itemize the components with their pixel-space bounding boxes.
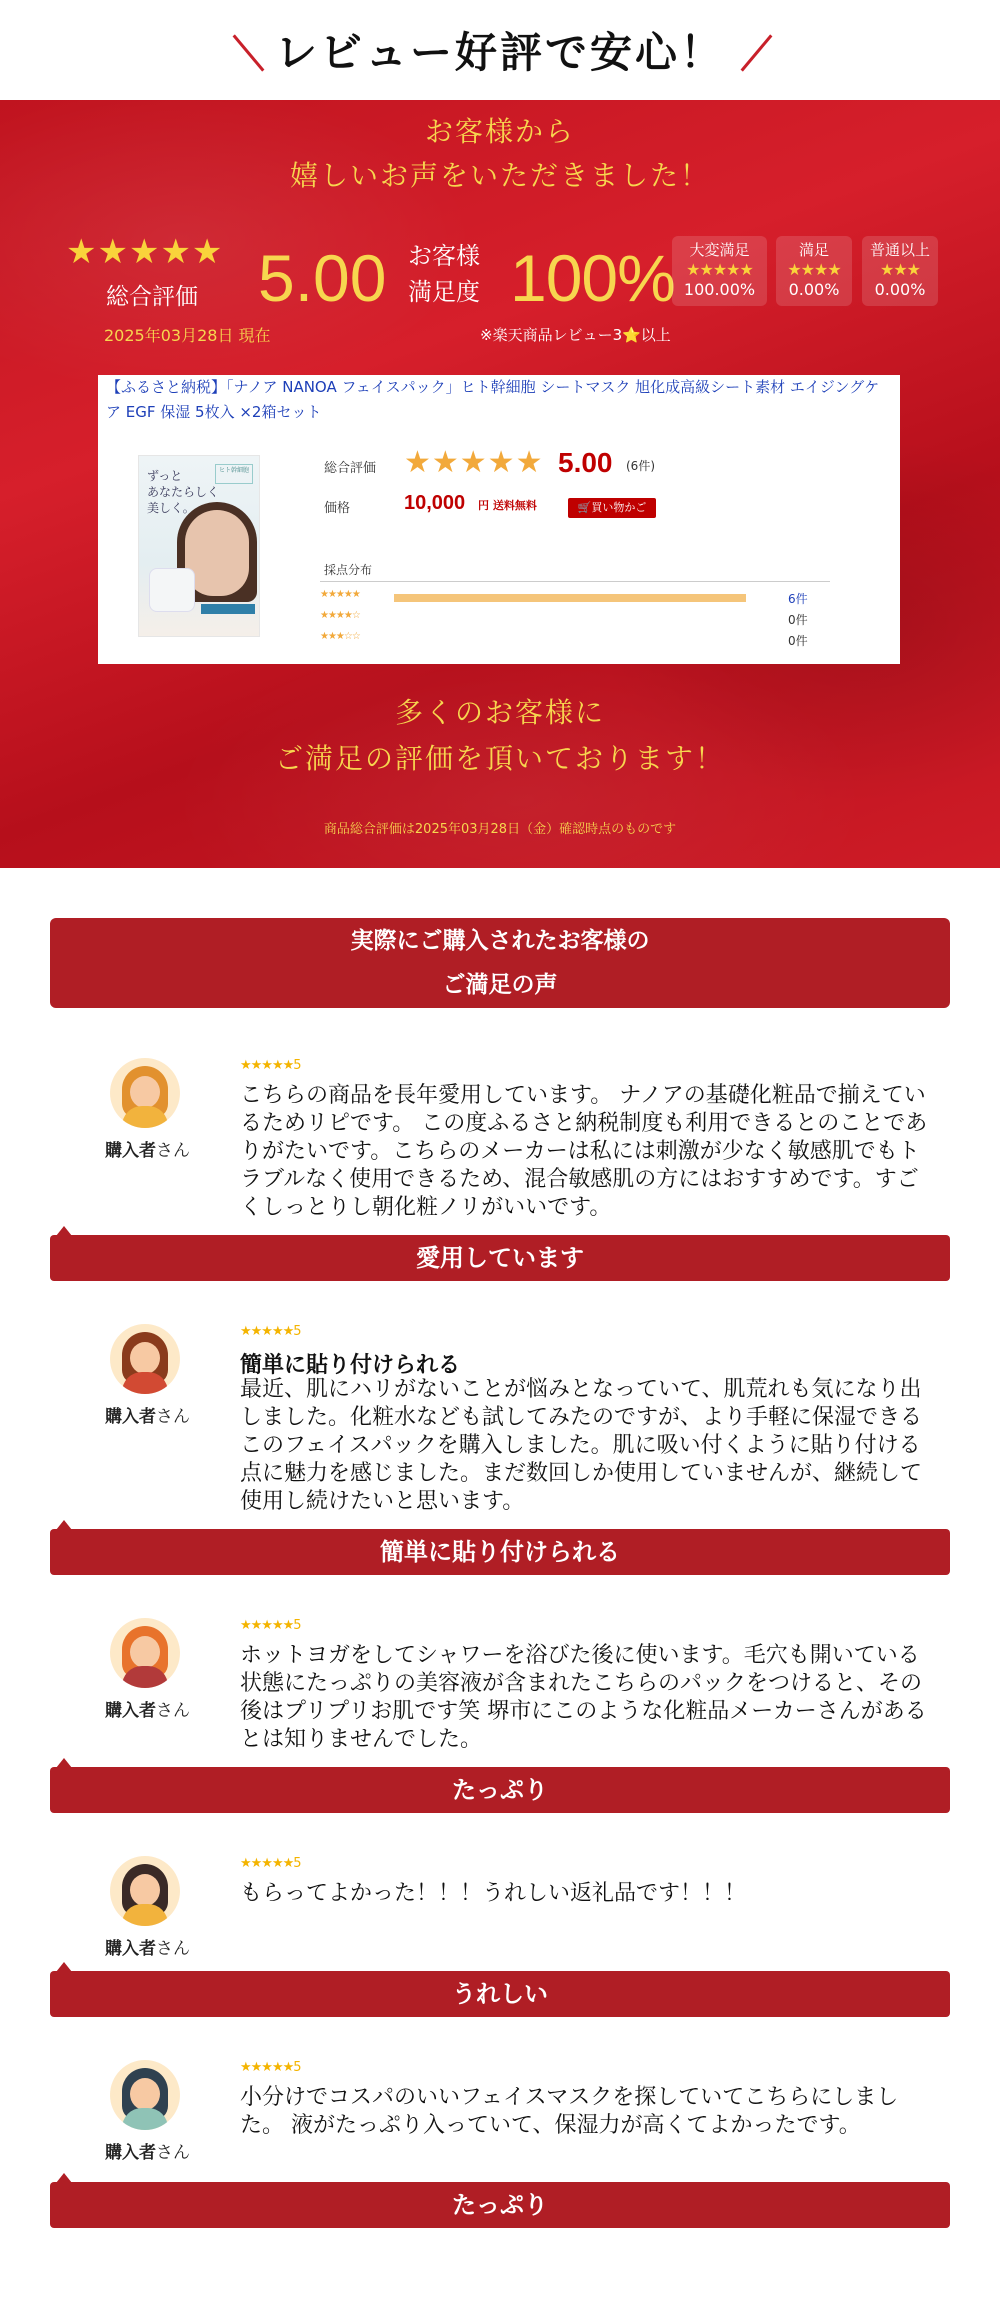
distribution-stars: ★★★☆☆ [320, 631, 360, 642]
distribution-label: 採点分布 [324, 563, 373, 577]
satisfaction-label-1: お客様 [408, 242, 480, 270]
breakdown-stars: ★★★★ [787, 260, 841, 279]
closing-line-1: 多くのお客様に [394, 696, 605, 729]
buyer-name: 購入者 [105, 1141, 156, 1161]
buyer-name: 購入者 [105, 2143, 156, 2163]
breakdown-satisfied [776, 236, 852, 306]
distribution-row-5 [320, 589, 840, 607]
breakdown-label: 大変満足 [689, 241, 750, 259]
distribution-count: 0件 [788, 634, 808, 648]
buyer-suffix: さん [156, 1701, 190, 1721]
reviewer-name [100, 1136, 195, 1161]
overall-score: 5.00 [258, 241, 387, 315]
card-price: 10,000 [404, 492, 466, 514]
review-title: 簡単に貼り付けられる [240, 1353, 461, 1378]
rating-panel [0, 100, 1000, 868]
product-card[interactable] [98, 375, 900, 664]
breakdown-value: 100.00% [683, 280, 756, 299]
review-text: ホットヨガをしてシャワーを浴びた後に使います。毛穴も開いている状態にたっぷりの美容液が含まれたこちらのパックをつけると、その後はプリプリお肌です笑 堺市にこのような化粧品メーカーさんがあるとは知りませんでした。 [240, 1643, 927, 1752]
reviewer-avatar-icon [110, 1618, 180, 1688]
package-band-shape [201, 604, 255, 614]
breakdown-above-average [862, 236, 938, 306]
review-stars: ★★★★★5 [240, 2060, 301, 2075]
review-banner: たっぷり [50, 1767, 950, 1813]
panel-closing [0, 690, 1000, 782]
distribution-row-3 [320, 631, 840, 649]
right-slash-decoration [741, 34, 773, 71]
distribution-count[interactable]: 6件 [788, 592, 808, 606]
buyer-name: 購入者 [105, 1407, 156, 1427]
card-score: 5.00 [558, 447, 613, 478]
card-review-count: (6件) [626, 459, 655, 473]
review-banner: 簡単に貼り付けられる [50, 1529, 950, 1575]
product-image-tag: ヒト幹細胞 [215, 464, 253, 484]
distribution-divider [320, 581, 830, 582]
card-rating-label: 総合評価 [324, 461, 377, 476]
avatar-face-shape [130, 2078, 160, 2110]
breakdown-label: 満足 [798, 241, 829, 259]
product-image-catchphrase: ずっと あなたらしく 美しく。 [147, 469, 220, 515]
buyer-suffix: さん [156, 1939, 190, 1959]
breakdown-stars: ★★★★★ [686, 260, 753, 279]
page-title: レビュー好評で安心！ [274, 28, 725, 77]
distribution-count: 0件 [788, 613, 808, 627]
headline-line-1: お客様から [424, 115, 575, 148]
buyer-name: 購入者 [105, 1939, 156, 1959]
breakdown-stars: ★★★ [879, 260, 921, 279]
card-price-suffix: 円 送料無料 [478, 499, 537, 512]
review-text: 最近、肌にハリがないことが悩みとなっていて、肌荒れも気になり出しました。化粧水なども試してみたのですが、より手軽に保湿できるこのフェイスパックを購入しました。肌に吸い付くように貼り付ける点に魅力を感じました。まだ数回しか使用していませんが、継続して使用し続けたいと思います。 [240, 1377, 923, 1514]
reviewer-name [100, 2138, 195, 2163]
reviewer-name [100, 1934, 195, 1959]
satisfaction-label-2: 満足度 [408, 278, 480, 306]
closing-line-2: ご満足の評価を頂いております！ [274, 742, 725, 775]
breakdown-value: 0.00% [788, 280, 840, 299]
review-stars: ★★★★★5 [240, 1856, 301, 1871]
avatar-face-shape [130, 1342, 160, 1374]
card-stars: ★★★★★ [404, 445, 544, 480]
panel-footnote: 商品総合評価は2025年03月28日（金）確認時点のものです [323, 822, 677, 837]
review-banner: 愛用しています [50, 1235, 950, 1281]
voices-header-line-1: 実際にご購入されたお客様の [350, 928, 650, 954]
review-stars: ★★★★★5 [240, 1618, 301, 1633]
buyer-suffix: さん [156, 1407, 190, 1427]
avatar-face-shape [130, 1636, 160, 1668]
breakdown-value: 0.00% [874, 280, 926, 299]
avatar-face-shape [130, 1076, 160, 1108]
headline-line-2: 嬉しいお声をいただきました！ [289, 159, 710, 192]
reviewer-avatar-icon [110, 1058, 180, 1128]
review-banner: うれしい [50, 1971, 950, 2017]
card-price-label: 価格 [324, 501, 351, 516]
panel-headline [0, 100, 1000, 198]
review-text: 小分けでコスパのいいフェイスマスクを探していてこちらにしました。 液がたっぷり入っていて、保湿力が高くてよかったです。 [240, 2085, 899, 2138]
buyer-suffix: さん [156, 1141, 190, 1161]
section-header [0, 0, 1000, 100]
reviewer-name [100, 1402, 195, 1427]
date-note: 2025年03月28日 現在 [104, 326, 271, 345]
product-title-link[interactable]: 【ふるさと納税】「ナノア NANOA フェイスパック」ヒト幹細胞 シートマスク 旭化成高級シート素材 エイジングケア EGF 保湿 5枚入 ×2箱セット [106, 378, 880, 421]
review-text: こちらの商品を長年愛用しています。 ナノアの基礎化粧品で揃えているためリピです。 この度ふるさと納税制度も利用できるとのことでありがたいです。こちらのメーカーは私には刺激が少なく敏感肌でもトラブルなく使用できるため、混合敏感肌の方にはおすすめです。すごくしっとりし朝化粧ノリがいいです。 [240, 1083, 928, 1220]
rakuten-note: ※楽天商品レビュー3⭐以上 [480, 326, 671, 344]
distribution-row-4 [320, 610, 840, 628]
avatar-face-shape [130, 1874, 160, 1906]
review-text: もらってよかった！！！うれしい返礼品です！！！ [240, 1881, 747, 1906]
reviewer-avatar-icon [110, 2060, 180, 2130]
distribution-stars: ★★★★☆ [320, 610, 360, 621]
satisfaction-label [408, 238, 480, 310]
buyer-suffix: さん [156, 2143, 190, 2163]
satisfaction-percent: 100% [510, 241, 675, 315]
distribution-stars: ★★★★★ [320, 589, 360, 600]
sheet-mask-shape [149, 568, 195, 612]
voices-header [50, 918, 950, 1008]
breakdown-label: 普通以上 [869, 241, 930, 259]
overall-stars: ★★★★★ [66, 232, 224, 272]
product-image[interactable] [138, 455, 260, 637]
ratings-summary [0, 232, 1000, 345]
reviewer-name [100, 1696, 195, 1721]
buyer-name: 購入者 [105, 1701, 156, 1721]
reviewer-avatar-icon [110, 1324, 180, 1394]
review-banner: たっぷり [50, 2182, 950, 2228]
reviewer-avatar-icon [110, 1856, 180, 1926]
distribution-bar [394, 594, 746, 602]
review-stars: ★★★★★5 [240, 1324, 301, 1339]
overall-label: 総合評価 [106, 284, 198, 310]
left-slash-decoration [233, 34, 265, 71]
breakdown-very-satisfied [672, 236, 767, 306]
voices-header-line-2: ご満足の声 [442, 972, 558, 998]
review-stars: ★★★★★5 [240, 1058, 301, 1073]
add-to-cart-button[interactable]: 🛒買い物かご [568, 498, 656, 518]
